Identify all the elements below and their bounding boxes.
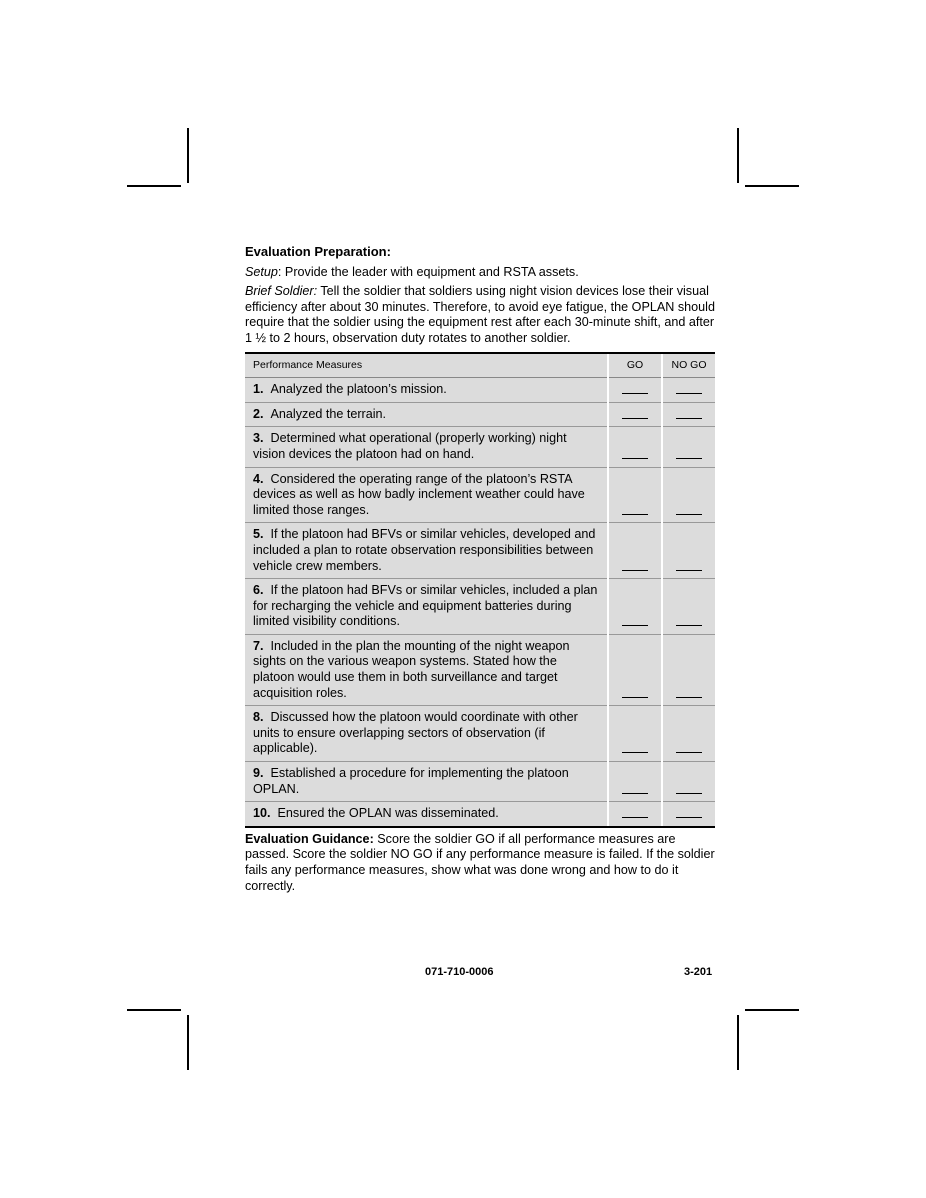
go-blank-line[interactable]: [622, 514, 648, 515]
brief-soldier-text: Tell the soldier that soldiers using night vision devices lose their visual efficiency after about 30 minutes. Therefore, to avoid eye fatigue, the OPLAN should require that the soldier using the equipment rest after each 30-minute shift, and after 1 ½ to 2 hours, observation duty rotates to another soldier.: [245, 284, 715, 345]
measure-text: Considered the operating range of the platoon’s RSTA devices as well as how badly inclement weather could have limited those ranges.: [253, 471, 585, 517]
no-go-mark-cell[interactable]: [662, 634, 715, 705]
header-performance-measures: Performance Measures: [245, 353, 608, 378]
table-header-row: [245, 353, 715, 378]
go-mark-cell[interactable]: [608, 467, 662, 523]
measure-number: 7.: [253, 638, 264, 653]
table-row: [245, 762, 715, 802]
go-mark-cell[interactable]: [608, 634, 662, 705]
measure-text: Determined what operational (properly working) night vision devices the platoon had on hand.: [253, 431, 567, 461]
no-go-blank-line[interactable]: [676, 514, 702, 515]
go-mark-cell[interactable]: [608, 427, 662, 467]
crop-mark-bottom-right-horizontal: [745, 1009, 799, 1011]
table-row: [245, 378, 715, 403]
go-blank-line[interactable]: [622, 817, 648, 818]
table-row: [245, 579, 715, 635]
go-mark-cell[interactable]: [608, 378, 662, 403]
setup-label: Setup: [245, 264, 278, 279]
go-blank-line[interactable]: [622, 752, 648, 753]
table-row: [245, 467, 715, 523]
go-blank-line[interactable]: [622, 570, 648, 571]
page-content: [245, 244, 715, 898]
go-mark-cell[interactable]: [608, 579, 662, 635]
go-mark-cell[interactable]: [608, 523, 662, 579]
no-go-blank-line[interactable]: [676, 697, 702, 698]
table-row: [245, 523, 715, 579]
measure-number: 5.: [253, 527, 264, 542]
brief-soldier-paragraph: [245, 284, 715, 346]
header-no-go: NO GO: [662, 353, 715, 378]
no-go-mark-cell[interactable]: [662, 762, 715, 802]
setup-text: : Provide the leader with equipment and RSTA assets.: [277, 264, 579, 279]
measure-text: Ensured the OPLAN was disseminated.: [277, 806, 499, 821]
go-mark-cell[interactable]: [608, 706, 662, 762]
go-blank-line[interactable]: [622, 793, 648, 794]
measure-number: 3.: [253, 431, 264, 446]
crop-mark-bottom-left-horizontal: [127, 1009, 181, 1011]
performance-measure-cell: [245, 706, 608, 762]
no-go-blank-line[interactable]: [676, 393, 702, 394]
performance-measure-cell: [245, 762, 608, 802]
go-blank-line[interactable]: [622, 625, 648, 626]
no-go-blank-line[interactable]: [676, 625, 702, 626]
measure-number: 1.: [253, 382, 264, 397]
performance-measure-cell: [245, 467, 608, 523]
go-mark-cell[interactable]: [608, 402, 662, 427]
no-go-blank-line[interactable]: [676, 458, 702, 459]
no-go-mark-cell[interactable]: [662, 523, 715, 579]
table-row: [245, 802, 715, 827]
evaluation-guidance-text: Score the soldier GO if all performance measures are passed. Score the soldier NO GO if any performance measure is failed. If the soldier fails any performance measures, show what was done wrong and how to do it correctly.: [245, 831, 715, 893]
no-go-mark-cell[interactable]: [662, 579, 715, 635]
go-mark-cell[interactable]: [608, 802, 662, 827]
go-blank-line[interactable]: [622, 697, 648, 698]
measure-number: 4.: [253, 471, 264, 486]
no-go-blank-line[interactable]: [676, 752, 702, 753]
table-row: [245, 402, 715, 427]
no-go-mark-cell[interactable]: [662, 802, 715, 827]
no-go-blank-line[interactable]: [676, 570, 702, 571]
performance-measure-cell: [245, 427, 608, 467]
no-go-blank-line[interactable]: [676, 793, 702, 794]
no-go-mark-cell[interactable]: [662, 706, 715, 762]
no-go-mark-cell[interactable]: [662, 378, 715, 403]
performance-measure-cell: [245, 802, 608, 827]
table-row: [245, 427, 715, 467]
go-mark-cell[interactable]: [608, 762, 662, 802]
performance-measures-table: [245, 352, 715, 828]
measure-text: Discussed how the platoon would coordinate with other units to ensure overlapping sectors of observation (if applicable).: [253, 710, 578, 756]
task-number: 071-710-0006: [425, 966, 494, 978]
table-row: [245, 634, 715, 705]
crop-mark-top-left-horizontal: [127, 185, 181, 187]
header-go: GO: [608, 353, 662, 378]
no-go-mark-cell[interactable]: [662, 427, 715, 467]
measure-number: 10.: [253, 806, 271, 821]
performance-measure-cell: [245, 579, 608, 635]
go-blank-line[interactable]: [622, 418, 648, 419]
crop-mark-bottom-right-vertical: [737, 1015, 739, 1070]
go-blank-line[interactable]: [622, 458, 648, 459]
no-go-mark-cell[interactable]: [662, 467, 715, 523]
measure-text: Established a procedure for implementing the platoon OPLAN.: [253, 766, 569, 796]
measure-text: Analyzed the platoon’s mission.: [270, 382, 447, 397]
measure-text: If the platoon had BFVs or similar vehicles, included a plan for recharging the vehicle and equipment batteries during limited visibility conditions.: [253, 583, 598, 629]
setup-paragraph: [245, 265, 715, 281]
no-go-blank-line[interactable]: [676, 418, 702, 419]
evaluation-guidance-label: Evaluation Guidance:: [245, 831, 374, 846]
measure-text: Included in the plan the mounting of the night weapon sights on the various weapon systems. Stated how the platoon would use them in both surveillance and target acquisition roles.: [253, 638, 570, 700]
measure-number: 8.: [253, 710, 264, 725]
measure-number: 6.: [253, 583, 264, 598]
no-go-mark-cell[interactable]: [662, 402, 715, 427]
crop-mark-top-right-horizontal: [745, 185, 799, 187]
performance-measure-cell: [245, 523, 608, 579]
performance-measure-cell: [245, 378, 608, 403]
performance-measure-cell: [245, 402, 608, 427]
measure-text: If the platoon had BFVs or similar vehicles, developed and included a plan to rotate observation responsibilities between vehicle crew members.: [253, 527, 596, 573]
evaluation-guidance-paragraph: [245, 832, 715, 894]
table-row: [245, 706, 715, 762]
measure-number: 9.: [253, 766, 264, 781]
go-blank-line[interactable]: [622, 393, 648, 394]
evaluation-preparation-heading: Evaluation Preparation:: [245, 244, 391, 259]
page-number: 3-201: [684, 966, 713, 978]
measure-text: Analyzed the terrain.: [270, 406, 387, 421]
crop-mark-bottom-left-vertical: [187, 1015, 189, 1070]
crop-mark-top-right-vertical: [737, 128, 739, 183]
crop-mark-top-left-vertical: [187, 128, 189, 183]
performance-measure-cell: [245, 634, 608, 705]
measure-number: 2.: [253, 406, 264, 421]
brief-soldier-label: Brief Soldier:: [245, 284, 318, 299]
no-go-blank-line[interactable]: [676, 817, 702, 818]
